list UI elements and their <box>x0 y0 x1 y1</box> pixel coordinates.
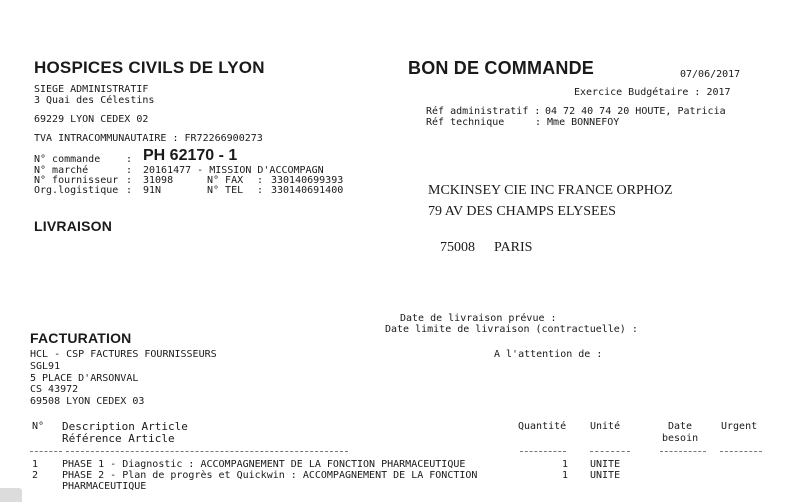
separator-urgent <box>720 451 762 452</box>
ref-admin-value: 04 72 40 74 20 HOUTE, Patricia <box>545 106 726 117</box>
col-unit-header: Unité <box>590 421 621 432</box>
facturation-line5: 69508 LYON CEDEX 03 <box>30 396 145 407</box>
col-no-header: N° <box>32 421 45 432</box>
date-limite-label: Date limite de livraison (contractuelle) : <box>385 324 638 335</box>
attention-label: A l'attention de : <box>494 349 603 360</box>
facturation-line3: 5 PLACE D'ARSONVAL <box>30 373 139 384</box>
separator-unit <box>590 451 630 452</box>
ref-admin-label: Réf administratif : <box>426 106 541 117</box>
date-prevue-label: Date de livraison prévue : <box>400 313 557 324</box>
document-title: BON DE COMMANDE <box>408 58 594 78</box>
row1-quantity: 1 <box>562 459 569 470</box>
facturation-line2: SGL91 <box>30 361 61 372</box>
order-date: 07/06/2017 <box>680 69 741 80</box>
commande-number: PH 62170 - 1 <box>143 147 238 164</box>
row2-no: 2 <box>32 470 39 481</box>
fax-value: 330140699393 <box>271 175 344 186</box>
scan-watermark <box>0 488 22 502</box>
supplier-postcode: 75008 <box>440 240 475 255</box>
row2-unit: UNITE <box>590 470 621 481</box>
issuer-tva: TVA INTRACOMMUNAUTAIRE : FR72266900273 <box>34 133 263 144</box>
supplier-street: 79 AV DES CHAMPS ELYSEES <box>428 204 616 219</box>
fournisseur-value: 31098 <box>143 175 174 186</box>
marche-label: N° marché <box>34 165 89 176</box>
facturation-heading: FACTURATION <box>30 330 132 346</box>
col-date-header: Date <box>668 421 693 432</box>
issuer-city: 69229 LYON CEDEX 02 <box>34 114 149 125</box>
col-date-besoin-header: besoin <box>662 433 699 444</box>
facturation-line1: HCL - CSP FACTURES FOURNISSEURS <box>30 349 217 360</box>
row1-description: PHASE 1 - Diagnostic : ACCOMPAGNEMENT DE LA FONCTION PHARMACEUTIQUE <box>62 459 466 470</box>
tel-value: 330140691400 <box>271 185 344 196</box>
col-urgent-header: Urgent <box>721 421 758 432</box>
ref-tech-label: Réf technique <box>426 117 505 128</box>
commande-label: N° commande <box>34 154 101 165</box>
tel-label: N° TEL <box>207 185 244 196</box>
row1-no: 1 <box>32 459 39 470</box>
separator-quantity <box>520 451 566 452</box>
orglog-label: Org.logistique <box>34 185 119 196</box>
col-quantity-header: Quantité <box>518 421 567 432</box>
row2-quantity: 1 <box>562 470 569 481</box>
orglog-value: 91N <box>143 185 162 196</box>
separator-date <box>660 451 706 452</box>
supplier-name: MCKINSEY CIE INC FRANCE ORPHOZ <box>428 183 673 198</box>
separator-no <box>30 451 62 452</box>
ref-tech-value: : Mme BONNEFOY <box>535 117 620 128</box>
marche-value: 20161477 - MISSION D'ACCOMPAGN <box>143 165 324 176</box>
row1-unit: UNITE <box>590 459 621 470</box>
col-reference-header: Référence Article <box>62 432 175 445</box>
exercice-budgetaire: Exercice Budgétaire : 2017 <box>574 87 731 98</box>
fournisseur-label: N° fournisseur <box>34 175 119 186</box>
fax-label: N° FAX <box>207 175 244 186</box>
row2-description: PHASE 2 - Plan de progrès et Quickwin : ACCOMPAGNEMENT DE LA FONCTION <box>62 470 478 481</box>
row2-description-cont: PHARMACEUTIQUE <box>62 481 147 492</box>
supplier-city: PARIS <box>494 240 533 255</box>
issuer-siege: SIEGE ADMINISTRATIF <box>34 84 149 95</box>
issuer-address: 3 Quai des Célestins <box>34 95 155 106</box>
issuer-name: HOSPICES CIVILS DE LYON <box>34 58 265 77</box>
livraison-heading: LIVRAISON <box>34 218 113 234</box>
separator-description <box>66 451 348 452</box>
col-description-header: Description Article <box>62 420 188 433</box>
facturation-line4: CS 43972 <box>30 384 79 395</box>
